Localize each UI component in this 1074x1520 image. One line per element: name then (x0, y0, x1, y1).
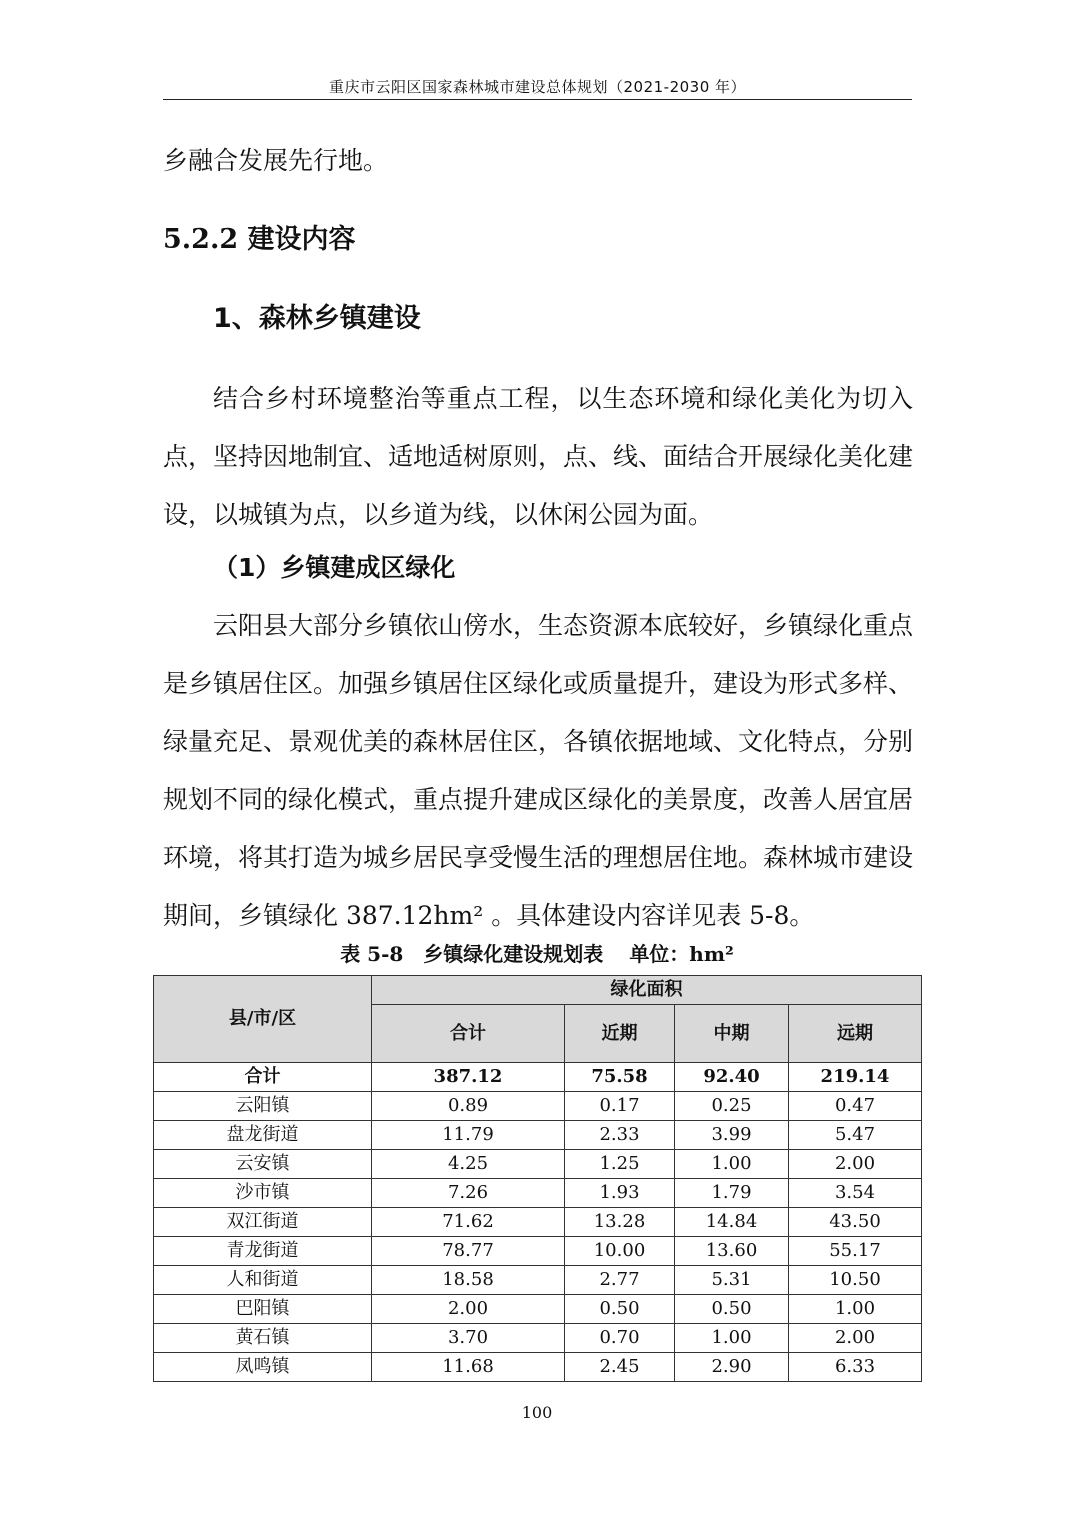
table-row (154, 1150, 922, 1179)
table-cell: 11.68 (372, 1353, 565, 1382)
table-cell: 盘龙街道 (154, 1121, 372, 1150)
paragraph-intro: 结合乡村环境整治等重点工程，以生态环境和绿化美化为切入点，坚持因地制宜、适地适树原则，点、线、面结合开展绿化美化建设，以城镇为点，以乡道为线，以休闲公园为面。 (163, 384, 914, 529)
table-cell: 3.99 (675, 1121, 789, 1150)
table-cell: 43.50 (789, 1208, 922, 1237)
header-near-term: 近期 (565, 1005, 675, 1063)
page-number: 100 (521, 1403, 553, 1422)
table-row-total (154, 1063, 922, 1092)
table-row (154, 1266, 922, 1295)
table-cell: 3.70 (372, 1324, 565, 1353)
table-cell: 1.00 (675, 1150, 789, 1179)
table-cell: 14.84 (675, 1208, 789, 1237)
table-cell: 2.45 (565, 1353, 675, 1382)
table-cell: 0.17 (565, 1092, 675, 1121)
table-cell: 0.70 (565, 1324, 675, 1353)
header-greening-area: 绿化面积 (372, 976, 922, 1005)
table-row (154, 1179, 922, 1208)
table-cell: 75.58 (565, 1063, 675, 1092)
subheading-forest-towns: 1、森林乡镇建设 (213, 303, 421, 334)
table-cell: 1.93 (565, 1179, 675, 1208)
table-cell: 1.00 (675, 1324, 789, 1353)
table-cell: 5.31 (675, 1266, 789, 1295)
table-cell: 10.50 (789, 1266, 922, 1295)
table-cell: 7.26 (372, 1179, 565, 1208)
table-cell: 1.79 (675, 1179, 789, 1208)
table-cell: 2.00 (372, 1295, 565, 1324)
table-row (154, 1324, 922, 1353)
table-cell: 0.25 (675, 1092, 789, 1121)
table-cell: 4.25 (372, 1150, 565, 1179)
table-row (154, 1092, 922, 1121)
subheading-built-up-greening: （1）乡镇建成区绿化 (213, 553, 456, 582)
table-cell: 71.62 (372, 1208, 565, 1237)
table-cell: 55.17 (789, 1237, 922, 1266)
table-cell: 合计 (154, 1063, 372, 1092)
header-total: 合计 (372, 1005, 565, 1063)
header-long-term: 远期 (789, 1005, 922, 1063)
table-cell: 78.77 (372, 1237, 565, 1266)
table-cell: 双江街道 (154, 1208, 372, 1237)
table-cell: 巴阳镇 (154, 1295, 372, 1324)
table-cell: 1.25 (565, 1150, 675, 1179)
table-cell: 0.50 (675, 1295, 789, 1324)
table-caption (153, 939, 921, 969)
table-cell: 黄石镇 (154, 1324, 372, 1353)
table-row (154, 1353, 922, 1382)
table-row (154, 1208, 922, 1237)
table-cell: 云阳镇 (154, 1092, 372, 1121)
table-cell: 2.33 (565, 1121, 675, 1150)
table-cell: 387.12 (372, 1063, 565, 1092)
table-cell: 云安镇 (154, 1150, 372, 1179)
section-heading: 5.2.2 建设内容 (163, 224, 356, 255)
table-cell: 219.14 (789, 1063, 922, 1092)
table-row (154, 1121, 922, 1150)
table-cell: 10.00 (565, 1237, 675, 1266)
table-cell: 18.58 (372, 1266, 565, 1295)
table-cell: 人和街道 (154, 1266, 372, 1295)
table-cell: 13.28 (565, 1208, 675, 1237)
table-cell: 青龙街道 (154, 1237, 372, 1266)
table-cell: 11.79 (372, 1121, 565, 1150)
table-cell: 92.40 (675, 1063, 789, 1092)
table-caption-title: 表 5-8 乡镇绿化建设规划表 (340, 942, 604, 966)
table-cell: 0.89 (372, 1092, 565, 1121)
table-cell: 6.33 (789, 1353, 922, 1382)
header-rule (163, 99, 912, 100)
table-row (154, 1295, 922, 1324)
table-cell: 3.54 (789, 1179, 922, 1208)
table-caption-unit: 单位：hm² (629, 942, 734, 966)
table-cell: 0.47 (789, 1092, 922, 1121)
table-cell: 2.00 (789, 1324, 922, 1353)
header-mid-term: 中期 (675, 1005, 789, 1063)
table-cell: 2.90 (675, 1353, 789, 1382)
header-region: 县/市/区 (154, 976, 372, 1063)
greening-plan-table (153, 975, 922, 1382)
table-cell: 2.77 (565, 1266, 675, 1295)
table-cell: 沙市镇 (154, 1179, 372, 1208)
continuation-text: 乡融合发展先行地。 (163, 146, 389, 175)
table-cell: 1.00 (789, 1295, 922, 1324)
table-cell: 凤鸣镇 (154, 1353, 372, 1382)
running-header: 重庆市云阳区国家森林城市建设总体规划（2021-2030 年） (328, 78, 747, 96)
paragraph-greening: 云阳县大部分乡镇依山傍水，生态资源本底较好，乡镇绿化重点是乡镇居住区。加强乡镇居住区绿化或质量提升，建设为形式多样、绿量充足、景观优美的森林居住区，各镇依据地域、文化特点，分别规划不同的绿化模式，重点提升建成区绿化的美景度，改善人居宜居环境，将其打造为城乡居民享受慢生活的理想居住地。森林城市建设期间，乡镇绿化 387.12hm² 。具体建设内容详见表 5-8。 (163, 611, 914, 930)
table-cell: 13.60 (675, 1237, 789, 1266)
table-row (154, 1237, 922, 1266)
table-cell: 0.50 (565, 1295, 675, 1324)
table-cell: 5.47 (789, 1121, 922, 1150)
table-cell: 2.00 (789, 1150, 922, 1179)
